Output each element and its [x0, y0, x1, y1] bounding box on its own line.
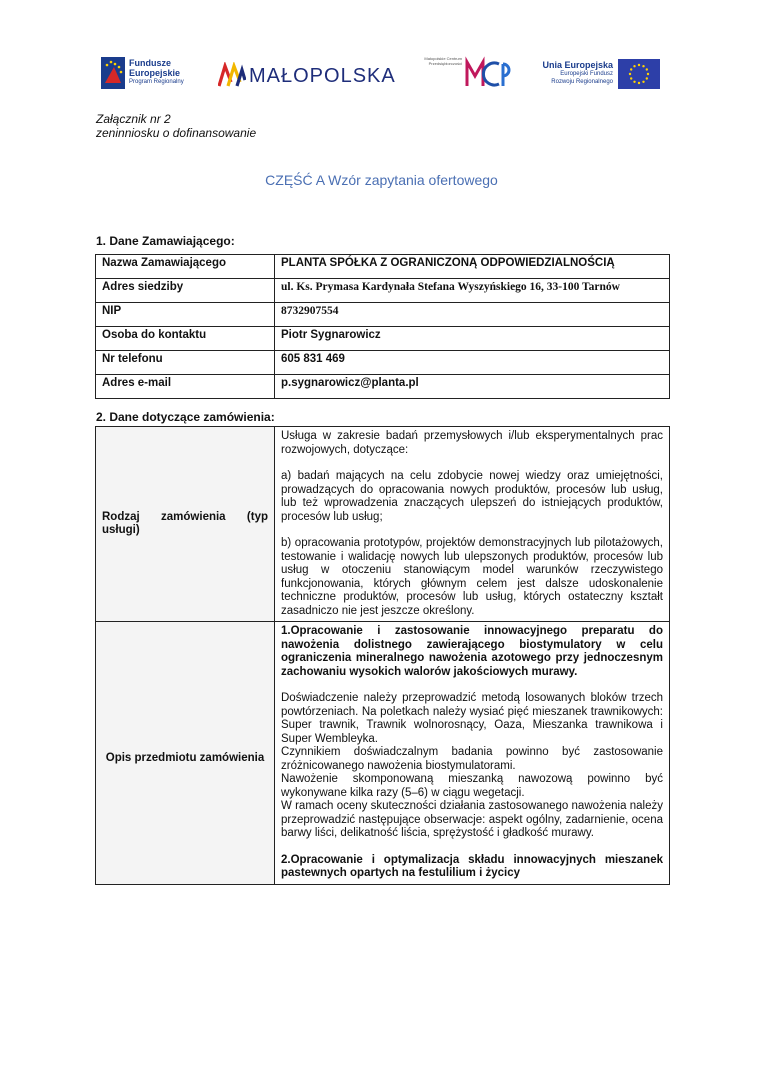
table-row	[96, 303, 670, 327]
malopolska-mark-icon	[218, 62, 246, 88]
paragraph: Usługa w zakresie badań przemysłowych i/lub eksperymentalnych prac rozwojowych, dotyczące:	[281, 430, 663, 456]
order-details-table	[95, 426, 670, 885]
fundusze-flag-icon	[101, 57, 125, 89]
task-heading: 2.Opracowanie i optymalizacja składu innowacyjnych mieszanek pastewnych opartych na festulilium i życicy	[281, 853, 663, 879]
paragraph: a) badań mających na celu zdobycie nowej wiedzy oraz umiejętności, prowadzących do opracowania nowych produktów, procesów lub usług, lub też wprowadzenia znaczących ulepszeń do istniejących produktów, procesów lub usług;	[281, 470, 663, 523]
section2-heading: 2. Dane dotyczące zamówienia:	[96, 410, 275, 424]
label-cell: Osoba do kontaktu	[96, 327, 275, 351]
fundusze-line1: Fundusze	[129, 58, 171, 68]
label-cell: Adres siedziby	[96, 279, 275, 303]
task-heading: 1.Opracowanie i zastosowanie innowacyjnego preparatu do nawożenia dolistnego zawierającego biostymulatory w celu ograniczenia mineralnego nawożenia azotowego przy jednoczesnym zachowaniu wysokich walorów jakościowych murawy.	[281, 625, 663, 678]
mcp-mark-icon	[465, 56, 513, 90]
label-cell: Rodzaj zamówienia (typ usługi)	[96, 427, 275, 622]
value-cell	[275, 622, 670, 885]
fundusze-line3: Program Regionalny	[129, 79, 184, 85]
ue-line3: Rozwoju Regionalnego	[551, 79, 613, 85]
table-row	[96, 255, 670, 279]
attachment-note	[96, 112, 256, 140]
label-cell: Nazwa Zamawiającego	[96, 255, 275, 279]
value-cell: 605 831 469	[275, 351, 670, 375]
label-cell: Nr telefonu	[96, 351, 275, 375]
paragraph: Czynnikiem doświadczalnym badania powinno być zastosowanie zróżnicowanego nawożenia biostymulatorami.	[281, 746, 663, 772]
paragraph: Nawożenie skomponowaną mieszanką nawozową powinno być wykonywane kilka razy (5–6) w ciągu wegetacji.	[281, 773, 663, 799]
table-row	[96, 279, 670, 303]
ue-line1: Unia Europejska	[542, 60, 613, 70]
label-cell: Adres e-mail	[96, 375, 275, 399]
value-cell: 8732907554	[275, 303, 670, 327]
page-title: CZĘŚĆ A Wzór zapytania ofertowego	[265, 172, 498, 188]
table-row	[96, 622, 670, 885]
paragraph: W ramach oceny skuteczności działania zastosowanego nawożenia należy przeprowadzić następujące obserwacje: aspekt ogólny, zadarnienie, ocena barwy liści, delikatność liścia, sprężystość i gładkość murawy.	[281, 800, 663, 839]
malopolska-text: MAŁOPOLSKA	[249, 65, 396, 87]
mcp-small-text: Małopolskie Centrum Przedsiębiorczości	[424, 56, 462, 66]
table-row	[96, 351, 670, 375]
label-cell: Opis przedmiotu zamówienia	[96, 622, 275, 885]
table-row	[96, 327, 670, 351]
label-cell: NIP	[96, 303, 275, 327]
paragraph: Doświadczenie należy przeprowadzić metodą losowanych bloków trzech powtórzeniach. Na poletkach należy wysiać pięć mieszanek trawnikowych: Super trawnik, Trawnik wolnorosnący, Oaza, Mieszanka trawnikowa i Super Wembleyka.	[281, 692, 663, 745]
paragraph: b) opracowania prototypów, projektów demonstracyjnych lub pilotażowych, testowanie i walidację nowych lub ulepszonych produktów, procesów lub usług w otoczeniu stanowiącym model warunków rzeczywistego funkcjonowania, których głównym celem jest dalsze udoskonalenie techniczne produktów, procesów lub usług, których ostateczny kształt zasadniczo nie jest jeszcze określony.	[281, 537, 663, 617]
value-cell: Piotr Sygnarowicz	[275, 327, 670, 351]
value-cell	[275, 427, 670, 622]
attachment-line1: Załącznik nr 2	[96, 112, 171, 126]
value-cell: ul. Ks. Prymasa Kardynała Stefana Wyszyńskiego 16, 33-100 Tarnów	[275, 279, 670, 303]
ue-line2: Europejski Fundusz	[560, 71, 613, 77]
attachment-line2: zeninniosku o dofinansowanie	[96, 126, 257, 140]
table-row	[96, 375, 670, 399]
fundusze-line2: Europejskie	[129, 68, 181, 78]
eu-flag-icon	[618, 59, 660, 89]
email-link[interactable]: p.sygnarowicz@planta.pl	[275, 375, 670, 399]
section1-heading: 1. Dane Zamawiającego:	[96, 234, 235, 248]
ordering-party-table	[95, 254, 670, 399]
value-cell: PLANTA SPÓŁKA Z OGRANICZONĄ ODPOWIEDZIALNOŚCIĄ	[275, 255, 670, 279]
table-row	[96, 427, 670, 622]
